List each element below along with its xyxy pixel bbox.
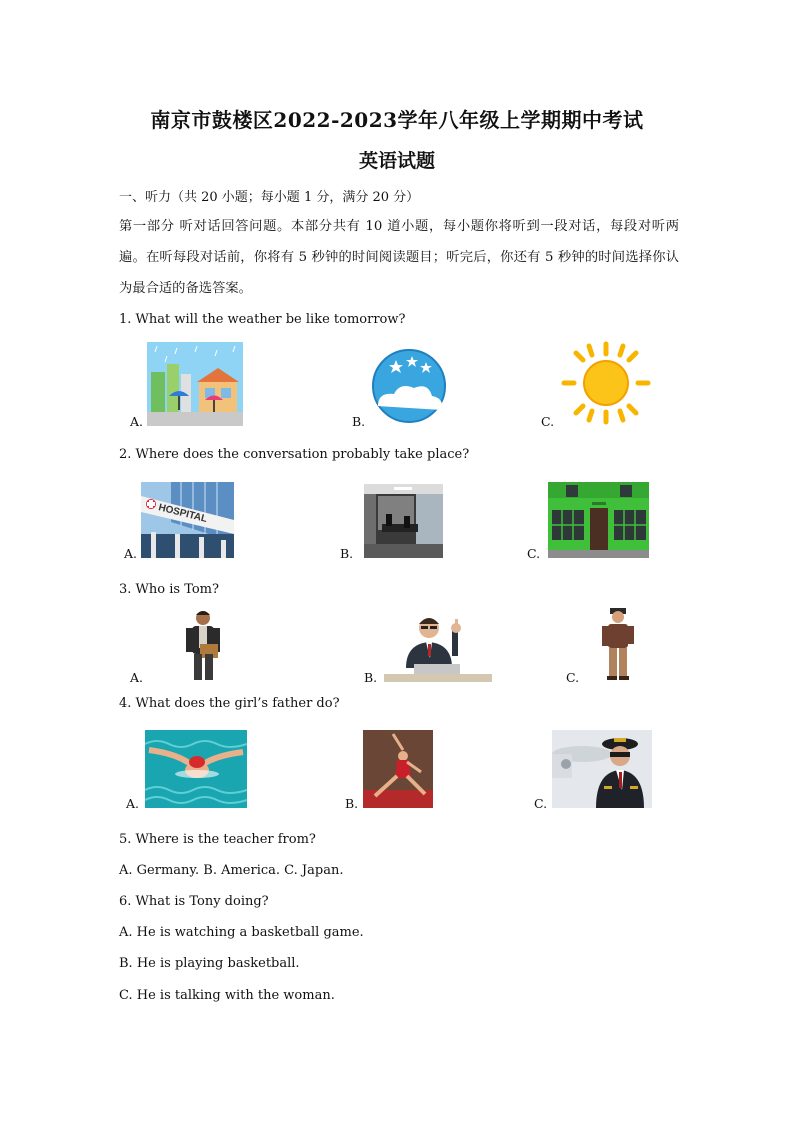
q1-option-c-label: C. xyxy=(541,414,555,429)
man-in-cap-photo xyxy=(586,606,648,682)
question-3: 3. Who is Tom? xyxy=(119,582,219,597)
q2-option-c-label: C. xyxy=(527,546,541,561)
sun-icon xyxy=(560,340,652,426)
hospital-building-photo xyxy=(141,482,234,558)
question-5: 5. Where is the teacher from? xyxy=(119,832,316,847)
q3-option-a-label: A. xyxy=(130,670,144,685)
q1-option-b-label: B. xyxy=(352,414,366,429)
q3-option-b-label: B. xyxy=(364,670,378,685)
office-room-photo xyxy=(364,484,443,558)
man-at-laptop-thumbs-up-photo xyxy=(384,608,492,682)
cloudy-sky-icon xyxy=(368,346,450,426)
q4-option-c-label: C. xyxy=(534,796,548,811)
green-shopfront-photo xyxy=(548,482,649,558)
question-6-choice-c: C. He is talking with the woman. xyxy=(119,988,335,1003)
question-4: 4. What does the girl’s father do? xyxy=(119,696,340,711)
section-instructions: 第一部分 听对话回答问题。本部分共有 10 道小题，每小题你将听到一段对话，每段对听两遍。在听每段对话前，你将有 5 秒钟的时间阅读题目；听完后，你还有 5 秒钟的时间选择你认为最合适的备选答案。 xyxy=(119,219,679,296)
question-6-choice-a: A. He is watching a basketball game. xyxy=(119,925,364,940)
man-with-bag-photo xyxy=(150,608,254,682)
rainy-street-illustration xyxy=(147,342,243,426)
q1-option-a-label: A. xyxy=(130,414,144,429)
q4-option-a-label: A. xyxy=(126,796,140,811)
q2-option-a-label: A. xyxy=(124,546,138,561)
pilot-photo xyxy=(552,730,652,808)
question-5-choices: A. Germany. B. America. C. Japan. xyxy=(119,863,344,878)
dancer-photo xyxy=(363,730,433,808)
q3-option-c-label: C. xyxy=(566,670,580,685)
section-heading: 一、听力（共 20 小题；每小题 1 分，满分 20 分） xyxy=(119,190,420,205)
question-1: 1. What will the weather be like tomorrow? xyxy=(119,312,406,327)
question-6-choice-b: B. He is playing basketball. xyxy=(119,956,300,971)
swimmer-photo xyxy=(145,730,247,808)
exam-subtitle: 英语试题 xyxy=(358,150,435,172)
q4-option-b-label: B. xyxy=(345,796,359,811)
question-2: 2. Where does the conversation probably take place? xyxy=(119,447,470,462)
exam-title: 南京市鼓楼区2022-2023学年八年级上学期期中考试 xyxy=(150,108,644,132)
hospital-sign-text: HOSPITAL xyxy=(157,502,209,525)
question-6: 6. What is Tony doing? xyxy=(119,894,269,909)
q2-option-b-label: B. xyxy=(340,546,354,561)
